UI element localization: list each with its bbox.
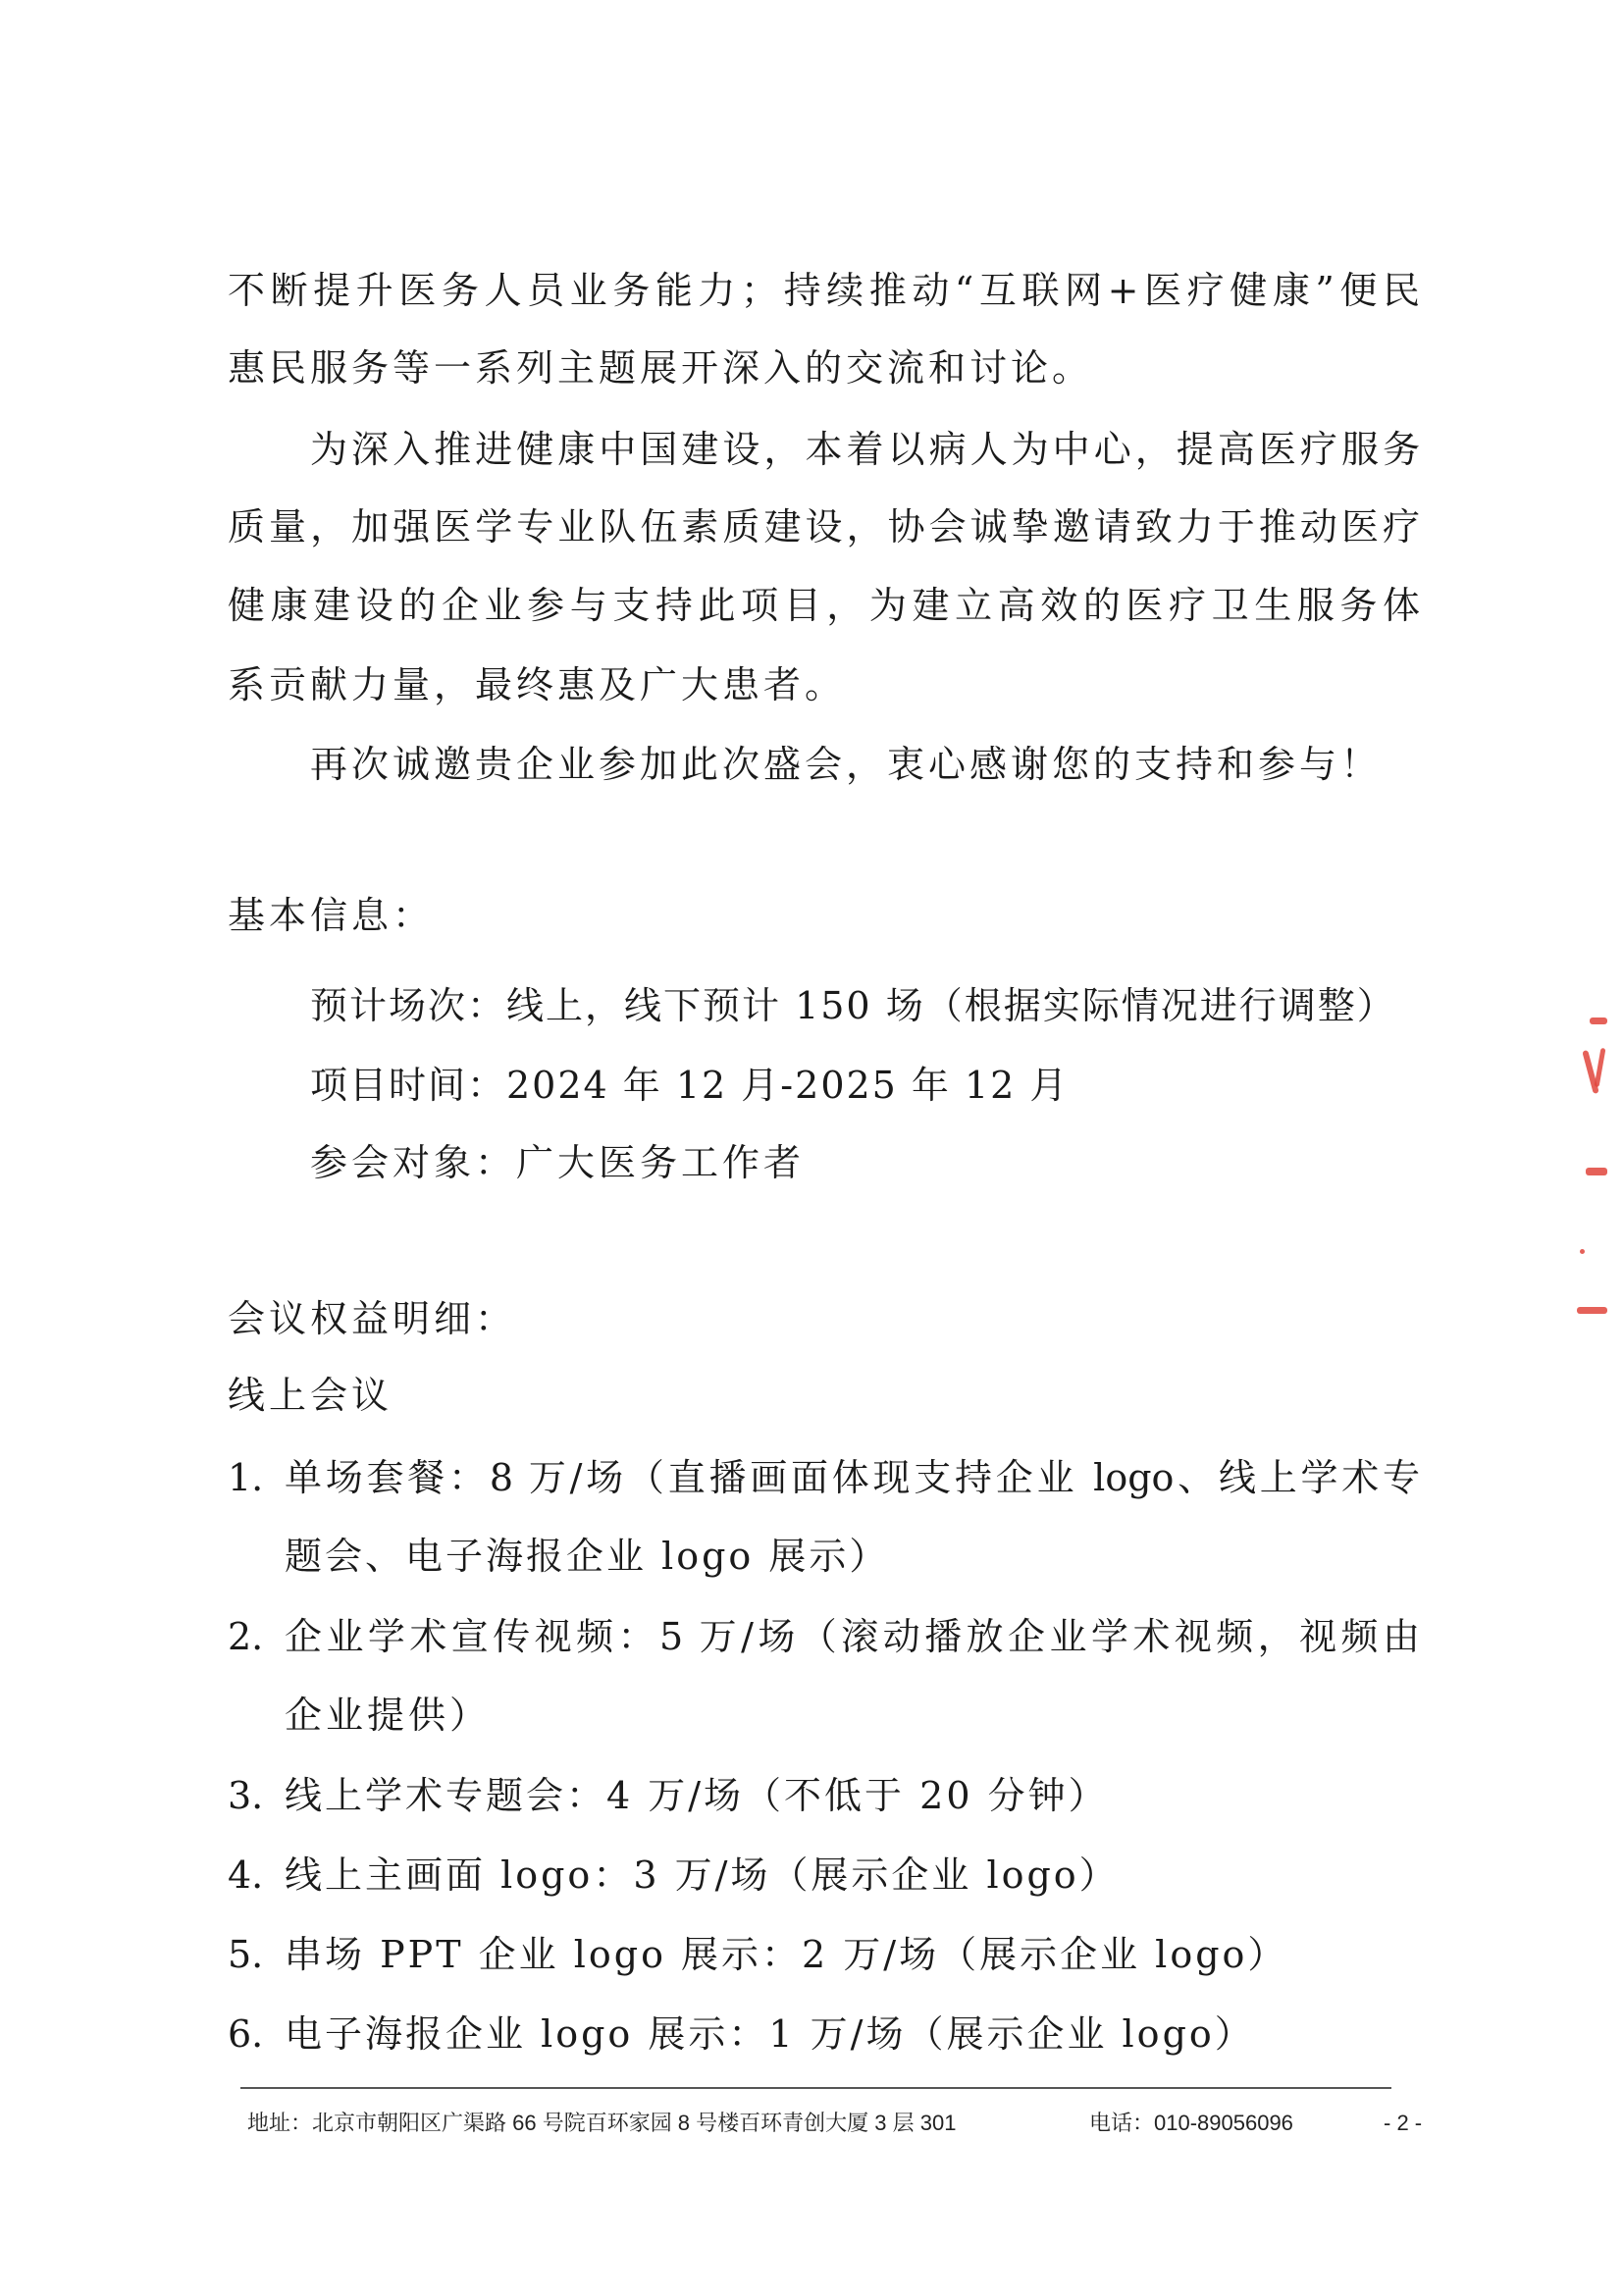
- section-heading-rights: 会议权益明细：: [228, 1297, 517, 1340]
- footer-divider: [240, 2087, 1391, 2089]
- list-item: 线上学术专题会：4 万/场（不低于 20 分钟）: [285, 1774, 1109, 1817]
- paragraph-line: 惠民服务等一系列主题展开深入的交流和讨论。: [228, 346, 1094, 390]
- page-number: - 2 -: [1384, 2111, 1423, 2135]
- list-number: 5.: [228, 1933, 264, 1976]
- list-number: 4.: [228, 1853, 264, 1897]
- list-item: 企业学术宣传视频：5 万/场（滚动播放企业学术视频，视频由: [285, 1615, 1420, 1658]
- paragraph-line: 质量，加强医学专业队伍素质建设，协会诚挚邀请致力于推动医疗: [228, 505, 1420, 548]
- list-item: 串场 PPT 企业 logo 展示：2 万/场（展示企业 logo）: [285, 1933, 1288, 1976]
- list-number: 1.: [228, 1456, 264, 1499]
- basic-info-audience: 参会对象：广大医务工作者: [310, 1141, 806, 1184]
- paragraph-line: 不断提升医务人员业务能力；持续推动“互联网+医疗健康”便民: [228, 269, 1420, 312]
- list-item: 电子海报企业 logo 展示：1 万/场（展示企业 logo）: [285, 2012, 1255, 2056]
- list-number: 6.: [228, 2012, 264, 2056]
- list-item: 线上主画面 logo：3 万/场（展示企业 logo）: [285, 1853, 1120, 1897]
- list-number: 3.: [228, 1774, 264, 1817]
- list-item: 单场套餐：8 万/场（直播画面体现支持企业 logo、线上学术专: [285, 1456, 1420, 1499]
- paragraph-line: 再次诚邀贵企业参加此次盛会，衷心感谢您的支持和参与！: [310, 743, 1383, 786]
- paragraph-line: 系贡献力量，最终惠及广大患者。: [228, 663, 847, 706]
- section-heading-basic-info: 基本信息：: [228, 894, 435, 937]
- paragraph-line: 为深入推进健康中国建设，本着以病人为中心，提高医疗服务: [310, 428, 1420, 471]
- basic-info-sessions: 预计场次：线上，线下预计 150 场（根据实际情况进行调整）: [310, 984, 1396, 1027]
- list-item-continued: 题会、电子海报企业 logo 展示）: [285, 1535, 890, 1578]
- footer-address: 地址：北京市朝阳区广渠路 66 号院百环家园 8 号楼百环青创大厦 3 层 301: [247, 2111, 957, 2135]
- section-heading-online: 线上会议: [228, 1374, 393, 1417]
- basic-info-time: 项目时间：2024 年 12 月-2025 年 12 月: [310, 1064, 1070, 1107]
- paragraph-line: 健康建设的企业参与支持此项目，为建立高效的医疗卫生服务体: [228, 584, 1420, 627]
- footer-phone: 电话：010-89056096: [1089, 2111, 1293, 2135]
- list-number: 2.: [228, 1615, 264, 1658]
- list-item-continued: 企业提供）: [285, 1694, 492, 1737]
